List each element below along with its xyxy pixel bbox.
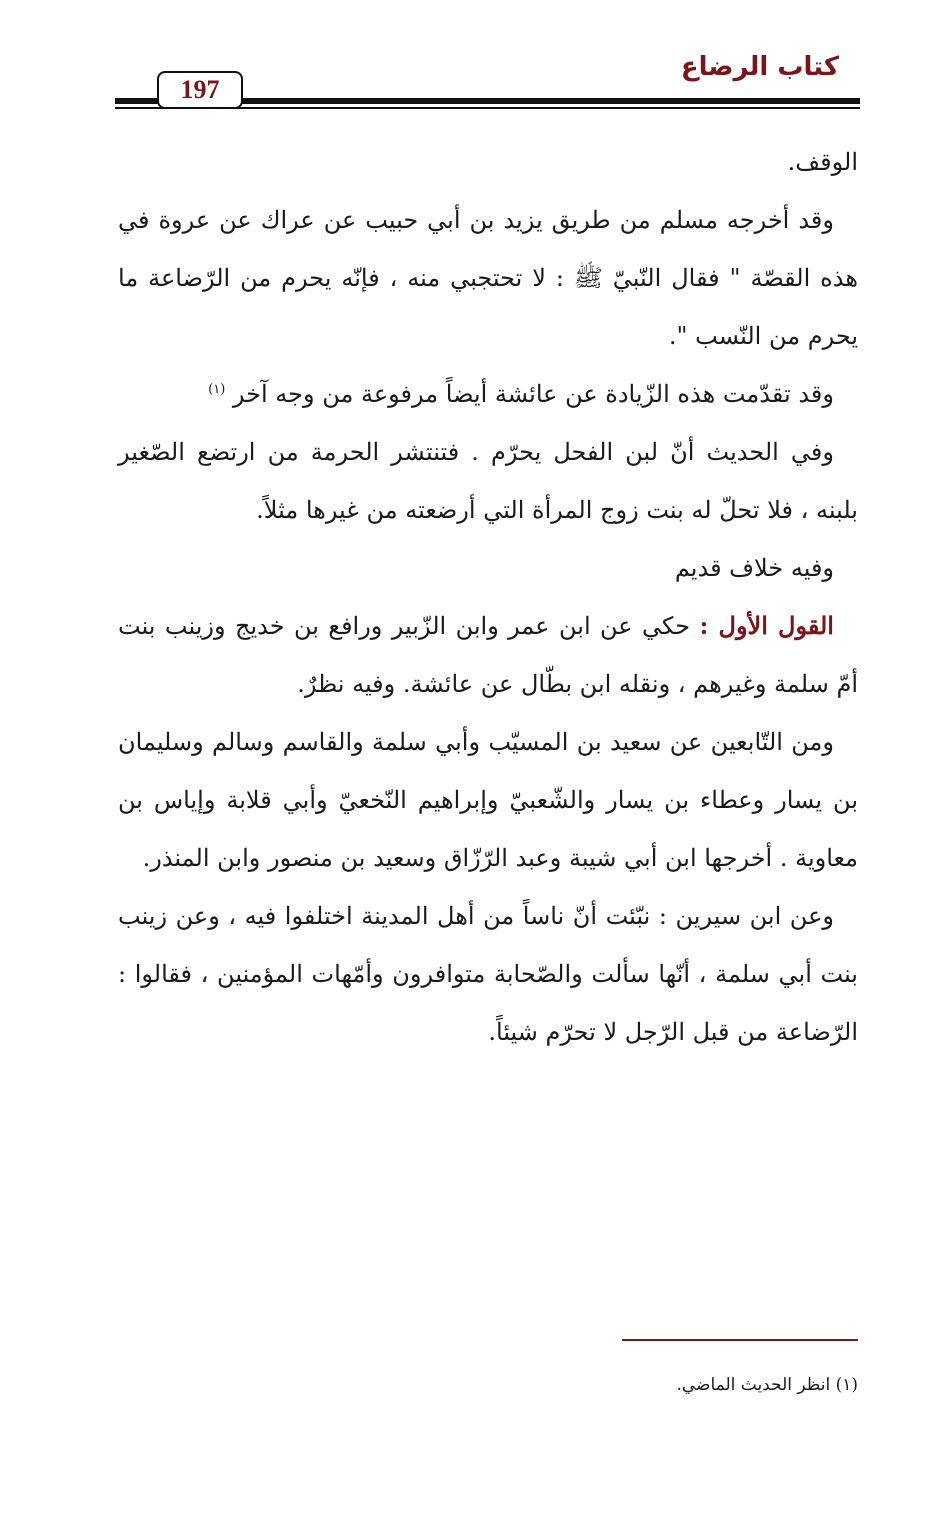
paragraph bbox=[118, 365, 858, 423]
page-number: 197 bbox=[180, 75, 220, 104]
paragraph: الوقف. bbox=[787, 148, 858, 176]
footnote-reference[interactable]: (١) bbox=[208, 382, 226, 397]
paragraph-text: وقد تقدّمت هذه الزّيادة عن عائشة أيضاً مرفوعة من وجه آخر bbox=[232, 380, 834, 408]
paragraph: وفي الحديث أنّ لبن الفحل يحرّم . فتنتشر الحرمة من ارتضع الصّغير بلبنه ، فلا تحلّ له بنت زوج المرأة التي أرضعته من غيرها مثلاً. bbox=[118, 438, 858, 524]
main-text bbox=[118, 133, 858, 1061]
footnote: (١) انظر الحديث الماضي. bbox=[676, 1375, 858, 1395]
section-term: القول الأول : bbox=[699, 611, 834, 640]
paragraph bbox=[118, 597, 858, 713]
footnote-separator bbox=[622, 1339, 858, 1341]
paragraph-text: حكي عن ابن عمر وابن الزّبير ورافع بن خديج وزينب بنت أمّ سلمة وغيرهم ، ونقله ابن بطّال عن عائشة. وفيه نظرٌ. bbox=[118, 612, 858, 698]
book-title: كتاب الرضاع bbox=[680, 52, 839, 82]
paragraph: ومن التّابعين عن سعيد بن المسيّب وأبي سلمة والقاسم وسالم وسليمان بن يسار وعطاء بن يسار والشّعبيّ وإبراهيم النّخعيّ وأبي قلابة وإياس بن معاوية . أخرجها ابن أبي شيبة وعبد الرّزّاق وسعيد بن منصور وابن المنذر. bbox=[118, 728, 858, 872]
paragraph: وفيه خلاف قديم bbox=[674, 554, 834, 582]
page-header bbox=[0, 0, 945, 120]
paragraph: وعن ابن سيرين : نبّئت أنّ ناساً من أهل المدينة اختلفوا فيه ، وعن زينب بنت أبي سلمة ، أنّها سألت والصّحابة متوافرون وأمّهات المؤمنين ، فقالوا : الرّضاعة من قبل الرّجل لا تحرّم شيئاً. bbox=[118, 902, 858, 1046]
paragraph: وقد أخرجه مسلم من طريق يزيد بن أبي حبيب عن عراك عن عروة في هذه القصّة " فقال النّبيّ ﷺ : لا تحتجبي منه ، فإنّه يحرم من الرّضاعة ما يحرم من النّسب ". bbox=[118, 206, 859, 350]
page-number-box bbox=[157, 71, 243, 109]
